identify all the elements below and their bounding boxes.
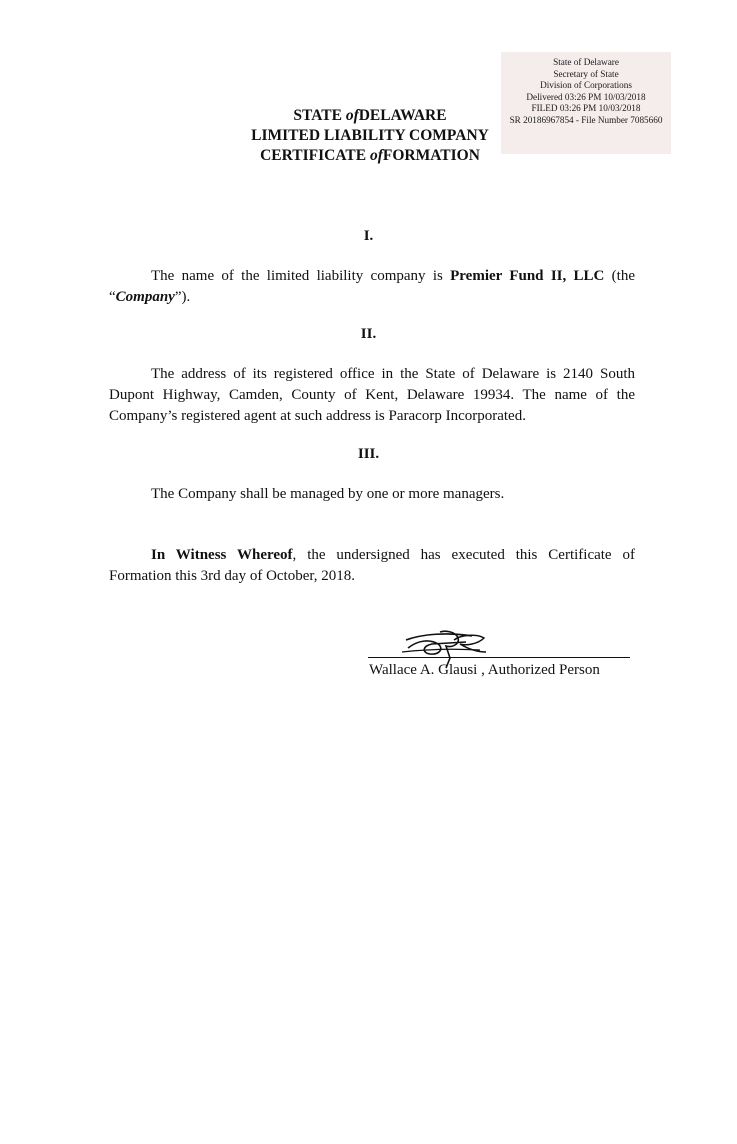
section-i-paragraph: The name of the limited liability company is Premier Fund II, LLC (the “Company”). bbox=[109, 268, 635, 305]
stamp-line: FILED 03:26 PM 10/03/2018 bbox=[531, 103, 641, 114]
signer-caption: Wallace A. Glausi , Authorized Person bbox=[369, 662, 600, 678]
stamp-line: Division of Corporations bbox=[540, 80, 632, 91]
witness-lead: In Witness Whereof bbox=[151, 547, 293, 563]
title-line-llc: LIMITED LIABILITY COMPANY bbox=[251, 127, 489, 144]
witness-paragraph: In Witness Whereof, the undersigned has executed this Certificate of Formation this 3rd day of October, 2018. bbox=[109, 547, 635, 584]
signature-line bbox=[368, 657, 630, 658]
stamp-line: State of Delaware bbox=[553, 57, 619, 67]
title-line-state: STATE ofDELAWARE bbox=[293, 107, 447, 124]
section-ii-paragraph: The address of its registered office in the State of Delaware is 2140 South Dupont Highway, Camden, County of Kent, Delaware 19934. The name of the Company’s registered agent at such address is Paracorp Incorporated. bbox=[109, 366, 635, 424]
title-line-certificate: CERTIFICATE ofFORMATION bbox=[260, 147, 480, 164]
section-iii-paragraph: The Company shall be managed by one or more managers. bbox=[151, 486, 505, 502]
company-name: Premier Fund II, LLC bbox=[450, 268, 605, 284]
section-heading-iii: III. bbox=[357, 446, 380, 462]
company-term: Company bbox=[115, 289, 175, 305]
section-heading-i: I. bbox=[363, 228, 374, 244]
stamp-line: SR 20186967854 - File Number 7085660 bbox=[509, 114, 663, 125]
filing-stamp bbox=[501, 52, 671, 154]
stamp-line: Secretary of State bbox=[553, 68, 619, 79]
document-title bbox=[245, 106, 495, 166]
stamp-line: Delivered 03:26 PM 10/03/2018 bbox=[526, 91, 646, 102]
section-heading-ii: II. bbox=[360, 326, 377, 342]
